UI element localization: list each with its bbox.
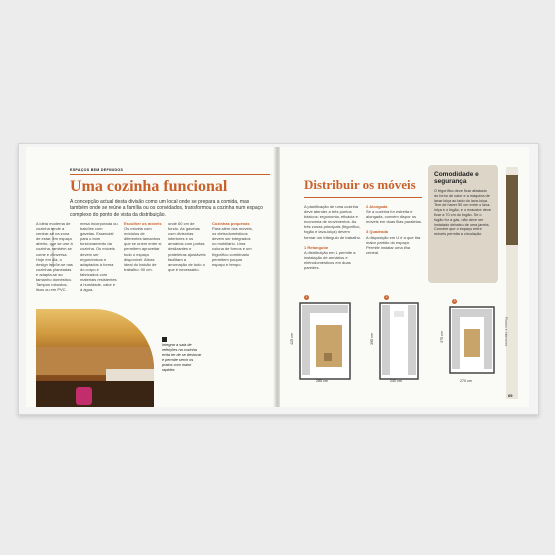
side-label: Planos e Interiores (504, 317, 508, 347)
caption-arrow-icon (162, 337, 167, 342)
column-subhead: Cozinhas pequenas (212, 221, 250, 226)
column-subhead: 2 Alongada (366, 204, 388, 209)
text-column-3 (124, 221, 162, 272)
plan-height: 425 cm (289, 333, 294, 345)
floor (36, 381, 154, 407)
text-column-4 (168, 221, 206, 272)
page-headline: Uma cozinha funcional (70, 178, 228, 195)
floor-plan-drawing (294, 301, 356, 387)
column-subhead: 1 Retangular (304, 244, 329, 250)
sidebar-title: Comodidade e segurança (434, 171, 479, 185)
column-text: Os móveis com módulos de diferentes tamanhos que se unem entre si permitem aproveitar todo o espaço disponível. Altura ideal do balcão de trabalho: 90 cm. (124, 226, 162, 272)
page-number: 69 (508, 393, 513, 398)
plan-width: 270 cm (460, 379, 472, 383)
info-sidebar (428, 165, 498, 283)
divider (304, 197, 422, 198)
plan-width: 240 cm (390, 379, 402, 383)
column-text: Se a cozinha for estreita e alongada, convém dispor os móveis em duas filas paralelas. (366, 209, 422, 225)
chair (76, 387, 92, 405)
plan-number: 2 (385, 295, 388, 299)
floor-plan-3 (444, 301, 500, 381)
plan-number: 3 (453, 299, 456, 303)
column-subhead: Escolher os móveis (124, 221, 162, 226)
plan-height: 375 cm (439, 331, 444, 343)
chapter-tab (506, 175, 518, 245)
right-page (280, 147, 529, 407)
divider (70, 174, 270, 175)
kitchen-photo (36, 309, 154, 407)
text-column-1 (36, 221, 74, 292)
open-book (18, 143, 537, 410)
left-page (26, 147, 275, 407)
text-column-2 (366, 204, 424, 255)
column-subhead: 3 Quadrada (366, 229, 389, 235)
column-text: A ideia moderna de cozinha tende a centrar-se na zona de estar, em espaço aberto, que se une à cozinha, também se come e conversa. Hoje em dia, o design impõe-se nas cozinhas planeadas e adapta-se ao tamanho doméstico. Tampos robustos, lisos ou em PVC. (36, 221, 73, 293)
floor-plan-drawing (444, 301, 500, 381)
text-column-5 (212, 221, 256, 267)
section-tag: ESPAÇOS BEM DEFINIDOS (70, 168, 124, 172)
column-text: Para além dos móveis, os eletrodomésticos devem ser integrados no mobiliário. Uma coluna de fornos e um frigorífico combinado permitem poupar espaço e tempo. (212, 226, 253, 267)
page-headline: Distribuir os móveis (304, 177, 416, 192)
photo-caption: Integrar a sala de refeições na cozinha evita ter de se deslocar e permite servir os pratos com maior rapidez. (162, 343, 202, 372)
floor-plan-1 (294, 301, 356, 387)
floor-plan-drawing (374, 301, 424, 387)
text-column-1 (304, 204, 362, 270)
column-text: onde 60 cm de fundo. As gavetas com divisórias interiores e os armários com portas deslizantes e prateleiras ajustáveis facilitam a arrumação de tudo o que é necessário. (168, 221, 206, 272)
sidebar-text: O frigorífico deve ficar afastado do forno de calor e a máquina de lavar loiça ao lado do lava-loiça. Tem de haver 50 cm entre o lava-loiça e o fogão, e o exaustor deve ficar a 70 cm do fogão. Se o fogão for a gás, não deve ser instalado debaixo de uma janela. Convém que o espaço entre móveis permita a circulação. (434, 189, 491, 237)
intro-paragraph: A concepção actual desta divisão como um local onde se prepara a comida, mas também onde se reúne a família ou os convidados, transformou a cozinha num espaço complexo do ponto de vista da distribuição. (70, 199, 263, 218)
plan-height: 395 cm (369, 333, 374, 345)
floor-plan-2 (374, 301, 424, 387)
column-text: A distribuição em L permite a instalação de armários e eletrodomésticos em duas paredes. (304, 249, 356, 271)
column-text: A planificação de uma cozinha deve atender a três pontos básicos: ergonomia, eficácia e economia de movimentos. As três zonas principais (frigorífico, fogão e lava-loiça) devem formar um triângulo de trabalho. (304, 204, 361, 240)
column-text: mesa incorporada ou balcões com gavetas. Essencial para o bom funcionamento da cozinha. Os móveis devem ser ergonómicos e adaptados à forma do corpo e fabricados com materiais resistentes à humidade, calor e à água. (80, 221, 118, 293)
text-column-2 (80, 221, 118, 292)
column-text: A disposição em U é a que tira maior partido do espaço. Permite instalar uma ilha central. (366, 234, 421, 255)
plan-width: 285 cm (316, 379, 328, 383)
plan-number: 1 (305, 295, 308, 299)
vertical-label: Guia prático de Interiores (51, 227, 55, 267)
